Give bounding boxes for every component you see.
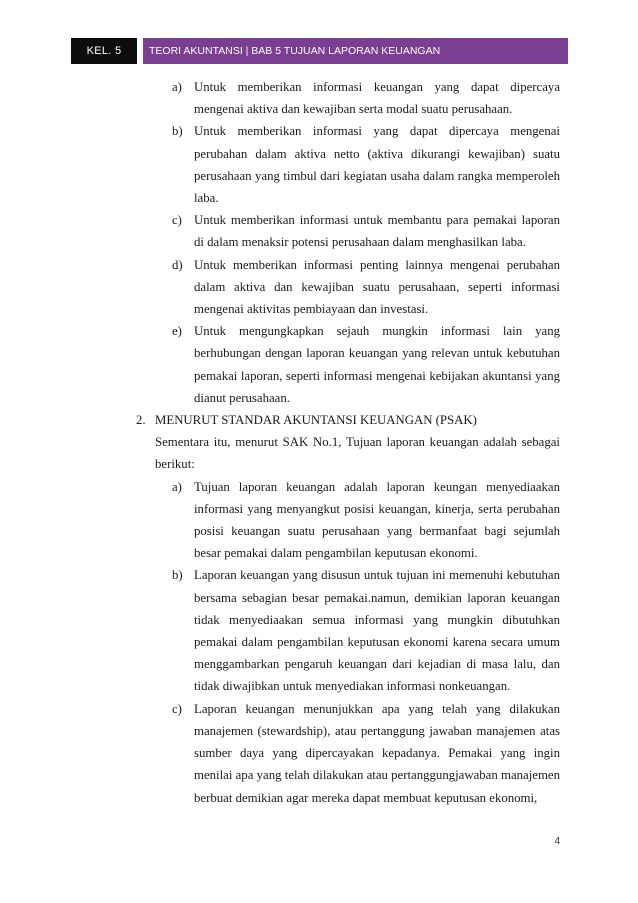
- list-marker: c): [172, 701, 182, 716]
- list-item: [0, 476, 638, 565]
- list-marker: c): [172, 213, 182, 228]
- header-chapter-label: KEL. 5: [71, 38, 137, 64]
- list-item-text: Tujuan laporan keuangan adalah laporan keungan menyediaakan informasi yang menyangkut posisi keuangan, kinerja, serta perubahan posisi keuangan suatu perusahaan yang bermanfaat bagi sejumlah besar pemakai dalam pengambilan keputusan ekonomi.: [194, 479, 560, 561]
- page-number: 4: [554, 836, 560, 847]
- list-marker: b): [172, 124, 183, 139]
- list-item-text: Untuk memberikan informasi penting lainnya mengenai perubahan dalam aktiva dan kewajiban suatu perusahaan, seperti informasi mengenai aktivitas pembiayaan dan investasi.: [194, 257, 560, 317]
- section-title: MENURUT STANDAR AKUNTANSI KEUANGAN (PSAK): [155, 413, 477, 428]
- section-number: 2.: [136, 413, 146, 428]
- list-item-text: Untuk memberikan informasi untuk membantu para pemakai laporan di dalam menaksir potensi perusahaan dalam menghasilkan laba.: [194, 213, 560, 250]
- list-item: [0, 120, 638, 209]
- page-header: [71, 38, 568, 64]
- list-item-text: Laporan keuangan menunjukkan apa yang telah yang dilakukan manajemen (stewardship), atau pertanggung jawaban manajemen atas sumber daya yang dipercayakan kepadanya. Pemakai yang ingin menilai apa yang telah dilakukan atau pertanggungjawaban manajemen berbuat demikian agar mereka dapat membuat keputusan ekonomi,: [194, 701, 560, 805]
- list-item: [0, 698, 638, 809]
- list-item-text: Untuk mengungkapkan sejauh mungkin informasi lain yang berhubungan dengan laporan keuangan yang relevan untuk kebutuhan pemakai laporan, seperti informasi mengenai kebijakan akuntansi yang dianut perusahaan.: [194, 324, 560, 405]
- list-item: [0, 209, 638, 253]
- header-title: TEORI AKUNTANSI | BAB 5 TUJUAN LAPORAN KEUANGAN: [143, 38, 568, 64]
- list-marker: e): [172, 324, 182, 339]
- list-item-text: Untuk memberikan informasi keuangan yang dapat dipercaya mengenai aktiva dan kewajiban serta modal suatu perusahaan.: [194, 80, 560, 117]
- list-item: [0, 564, 638, 697]
- list-marker: a): [172, 80, 182, 94]
- section-intro: Sementara itu, menurut SAK No.1, Tujuan laporan keuangan adalah sebagai berikut:: [155, 435, 560, 472]
- list-marker: d): [172, 257, 183, 272]
- list-item-text: Untuk memberikan informasi yang dapat dipercaya mengenai perubahan dalam aktiva netto (aktiva dikurangi kewajiban) suatu perusahaan yang timbul dari kegiatan usaha dalam rangka memperoleh laba.: [194, 124, 560, 206]
- list-marker: b): [172, 568, 183, 583]
- list-marker: a): [172, 479, 182, 494]
- page-content: [0, 76, 638, 809]
- list-item: [0, 76, 638, 120]
- section-heading: [0, 409, 638, 431]
- list-item: [0, 320, 638, 409]
- list-item-text: Laporan keuangan yang disusun untuk tujuan ini memenuhi kebutuhan bersama sebagian besar pemakai.namun, demikian laporan keuangan tidak menyediaakan semua informasi yang mungkin dibutuhkan pemakai dalam pengambilan keputusan ekonomi karena secara umum menggambarkan pengaruh keuangan dari kejadian di masa lalu, dan tidak diwajibkan untuk menyediakan informasi nonkeuangan.: [194, 568, 560, 694]
- list-item: [0, 254, 638, 321]
